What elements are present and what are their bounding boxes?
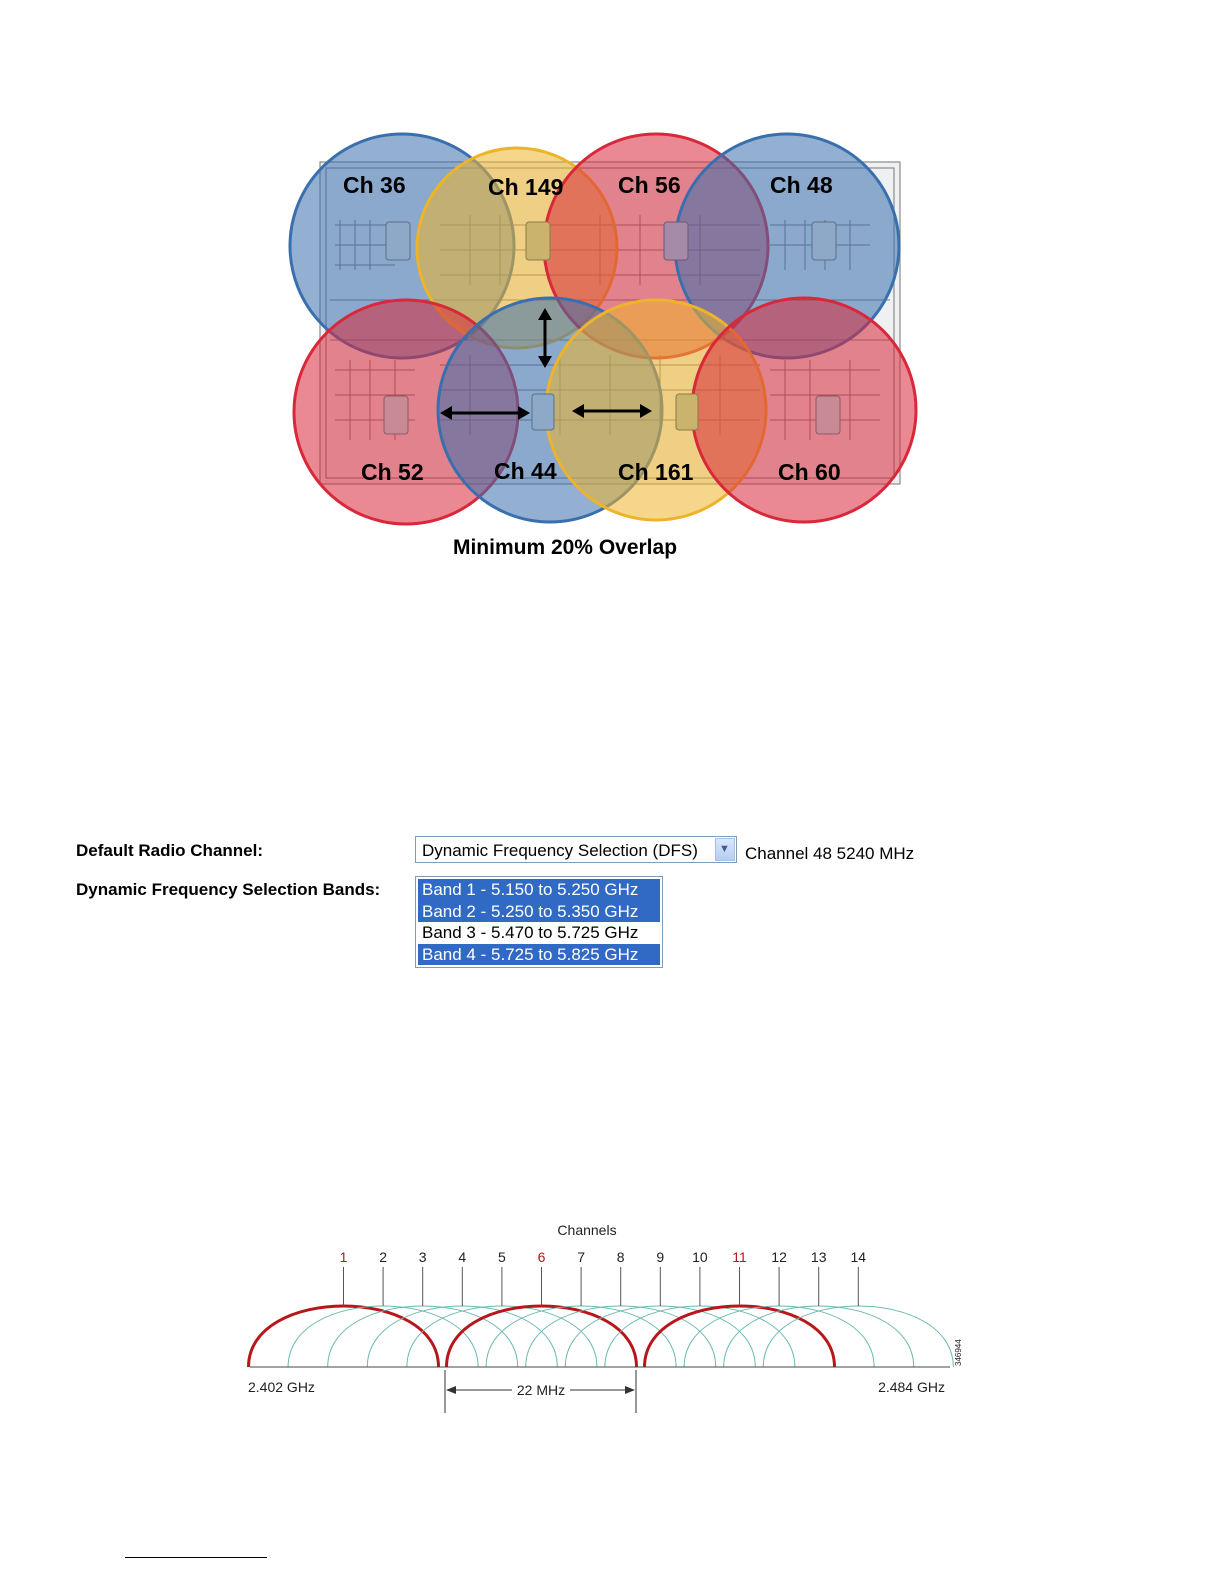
dfs-bands-label: Dynamic Frequency Selection Bands: bbox=[76, 880, 381, 899]
coverage-circle bbox=[692, 298, 916, 522]
access-point-icon bbox=[532, 394, 554, 430]
figure-id: 346944 bbox=[954, 1339, 963, 1366]
end-frequency-label: 2.484 GHz bbox=[878, 1379, 945, 1395]
access-point-icon bbox=[676, 394, 698, 430]
spectrum-diagram bbox=[230, 1210, 970, 1420]
channel-label: Ch 52 bbox=[361, 459, 424, 485]
channel-number: 2 bbox=[379, 1249, 387, 1265]
channel-number: 12 bbox=[771, 1249, 787, 1265]
radio-channel-label: Default Radio Channel: bbox=[76, 841, 264, 860]
access-point-icon bbox=[812, 222, 836, 260]
channel-coverage-diagram bbox=[280, 120, 930, 540]
channel-label: Ch 48 bbox=[770, 172, 833, 198]
diagram-caption bbox=[300, 536, 830, 560]
radio-channel-value: Dynamic Frequency Selection (DFS) bbox=[422, 841, 698, 860]
channel-number: 6 bbox=[537, 1249, 546, 1265]
band-option[interactable]: Band 4 - 5.725 to 5.825 GHz bbox=[418, 944, 660, 966]
band-option[interactable]: Band 1 - 5.150 to 5.250 GHz bbox=[418, 879, 660, 901]
band-option[interactable]: Band 3 - 5.470 to 5.725 GHz bbox=[422, 923, 639, 942]
channel-number: 1 bbox=[339, 1249, 348, 1265]
footnote-separator bbox=[125, 1557, 267, 1558]
channel-label: Ch 161 bbox=[618, 459, 694, 485]
channel-number: 4 bbox=[458, 1249, 467, 1265]
channel-label: Ch 149 bbox=[488, 174, 564, 200]
start-frequency-label: 2.402 GHz bbox=[248, 1379, 315, 1395]
channel-number: 8 bbox=[616, 1249, 625, 1265]
caption-text: Minimum 20% Overlap bbox=[452, 536, 678, 559]
chevron-down-icon: ▼ bbox=[719, 843, 730, 855]
access-point-icon bbox=[384, 396, 408, 434]
channel-label: Ch 56 bbox=[618, 172, 681, 198]
channel-number: 11 bbox=[732, 1249, 747, 1265]
channel-info-text: Channel 48 5240 MHz bbox=[745, 844, 915, 863]
bandwidth-label: 22 MHz bbox=[516, 1382, 566, 1398]
access-point-icon bbox=[816, 396, 840, 434]
access-point-icon bbox=[386, 222, 410, 260]
access-point-icon bbox=[526, 222, 550, 260]
channel-label: Ch 60 bbox=[778, 459, 841, 485]
select-dropdown-button[interactable] bbox=[715, 838, 735, 861]
channel-label: Ch 44 bbox=[494, 458, 557, 484]
channel-number: 14 bbox=[850, 1249, 867, 1265]
band-option[interactable]: Band 2 - 5.250 to 5.350 GHz bbox=[418, 901, 660, 923]
dfs-bands-listbox[interactable] bbox=[415, 876, 663, 968]
access-point-icon bbox=[664, 222, 688, 260]
channel-number: 10 bbox=[692, 1249, 708, 1265]
channel-number: 9 bbox=[656, 1249, 665, 1265]
channel-ticks bbox=[340, 1249, 867, 1306]
radio-channel-select[interactable] bbox=[415, 836, 737, 863]
channel-curves bbox=[249, 1306, 954, 1367]
channel-number: 5 bbox=[498, 1249, 506, 1265]
channel-number: 3 bbox=[418, 1249, 427, 1265]
spectrum-title: Channels bbox=[557, 1222, 617, 1238]
channel-label: Ch 36 bbox=[343, 172, 406, 198]
channel-number: 7 bbox=[577, 1249, 585, 1265]
channel-number: 13 bbox=[810, 1249, 827, 1265]
